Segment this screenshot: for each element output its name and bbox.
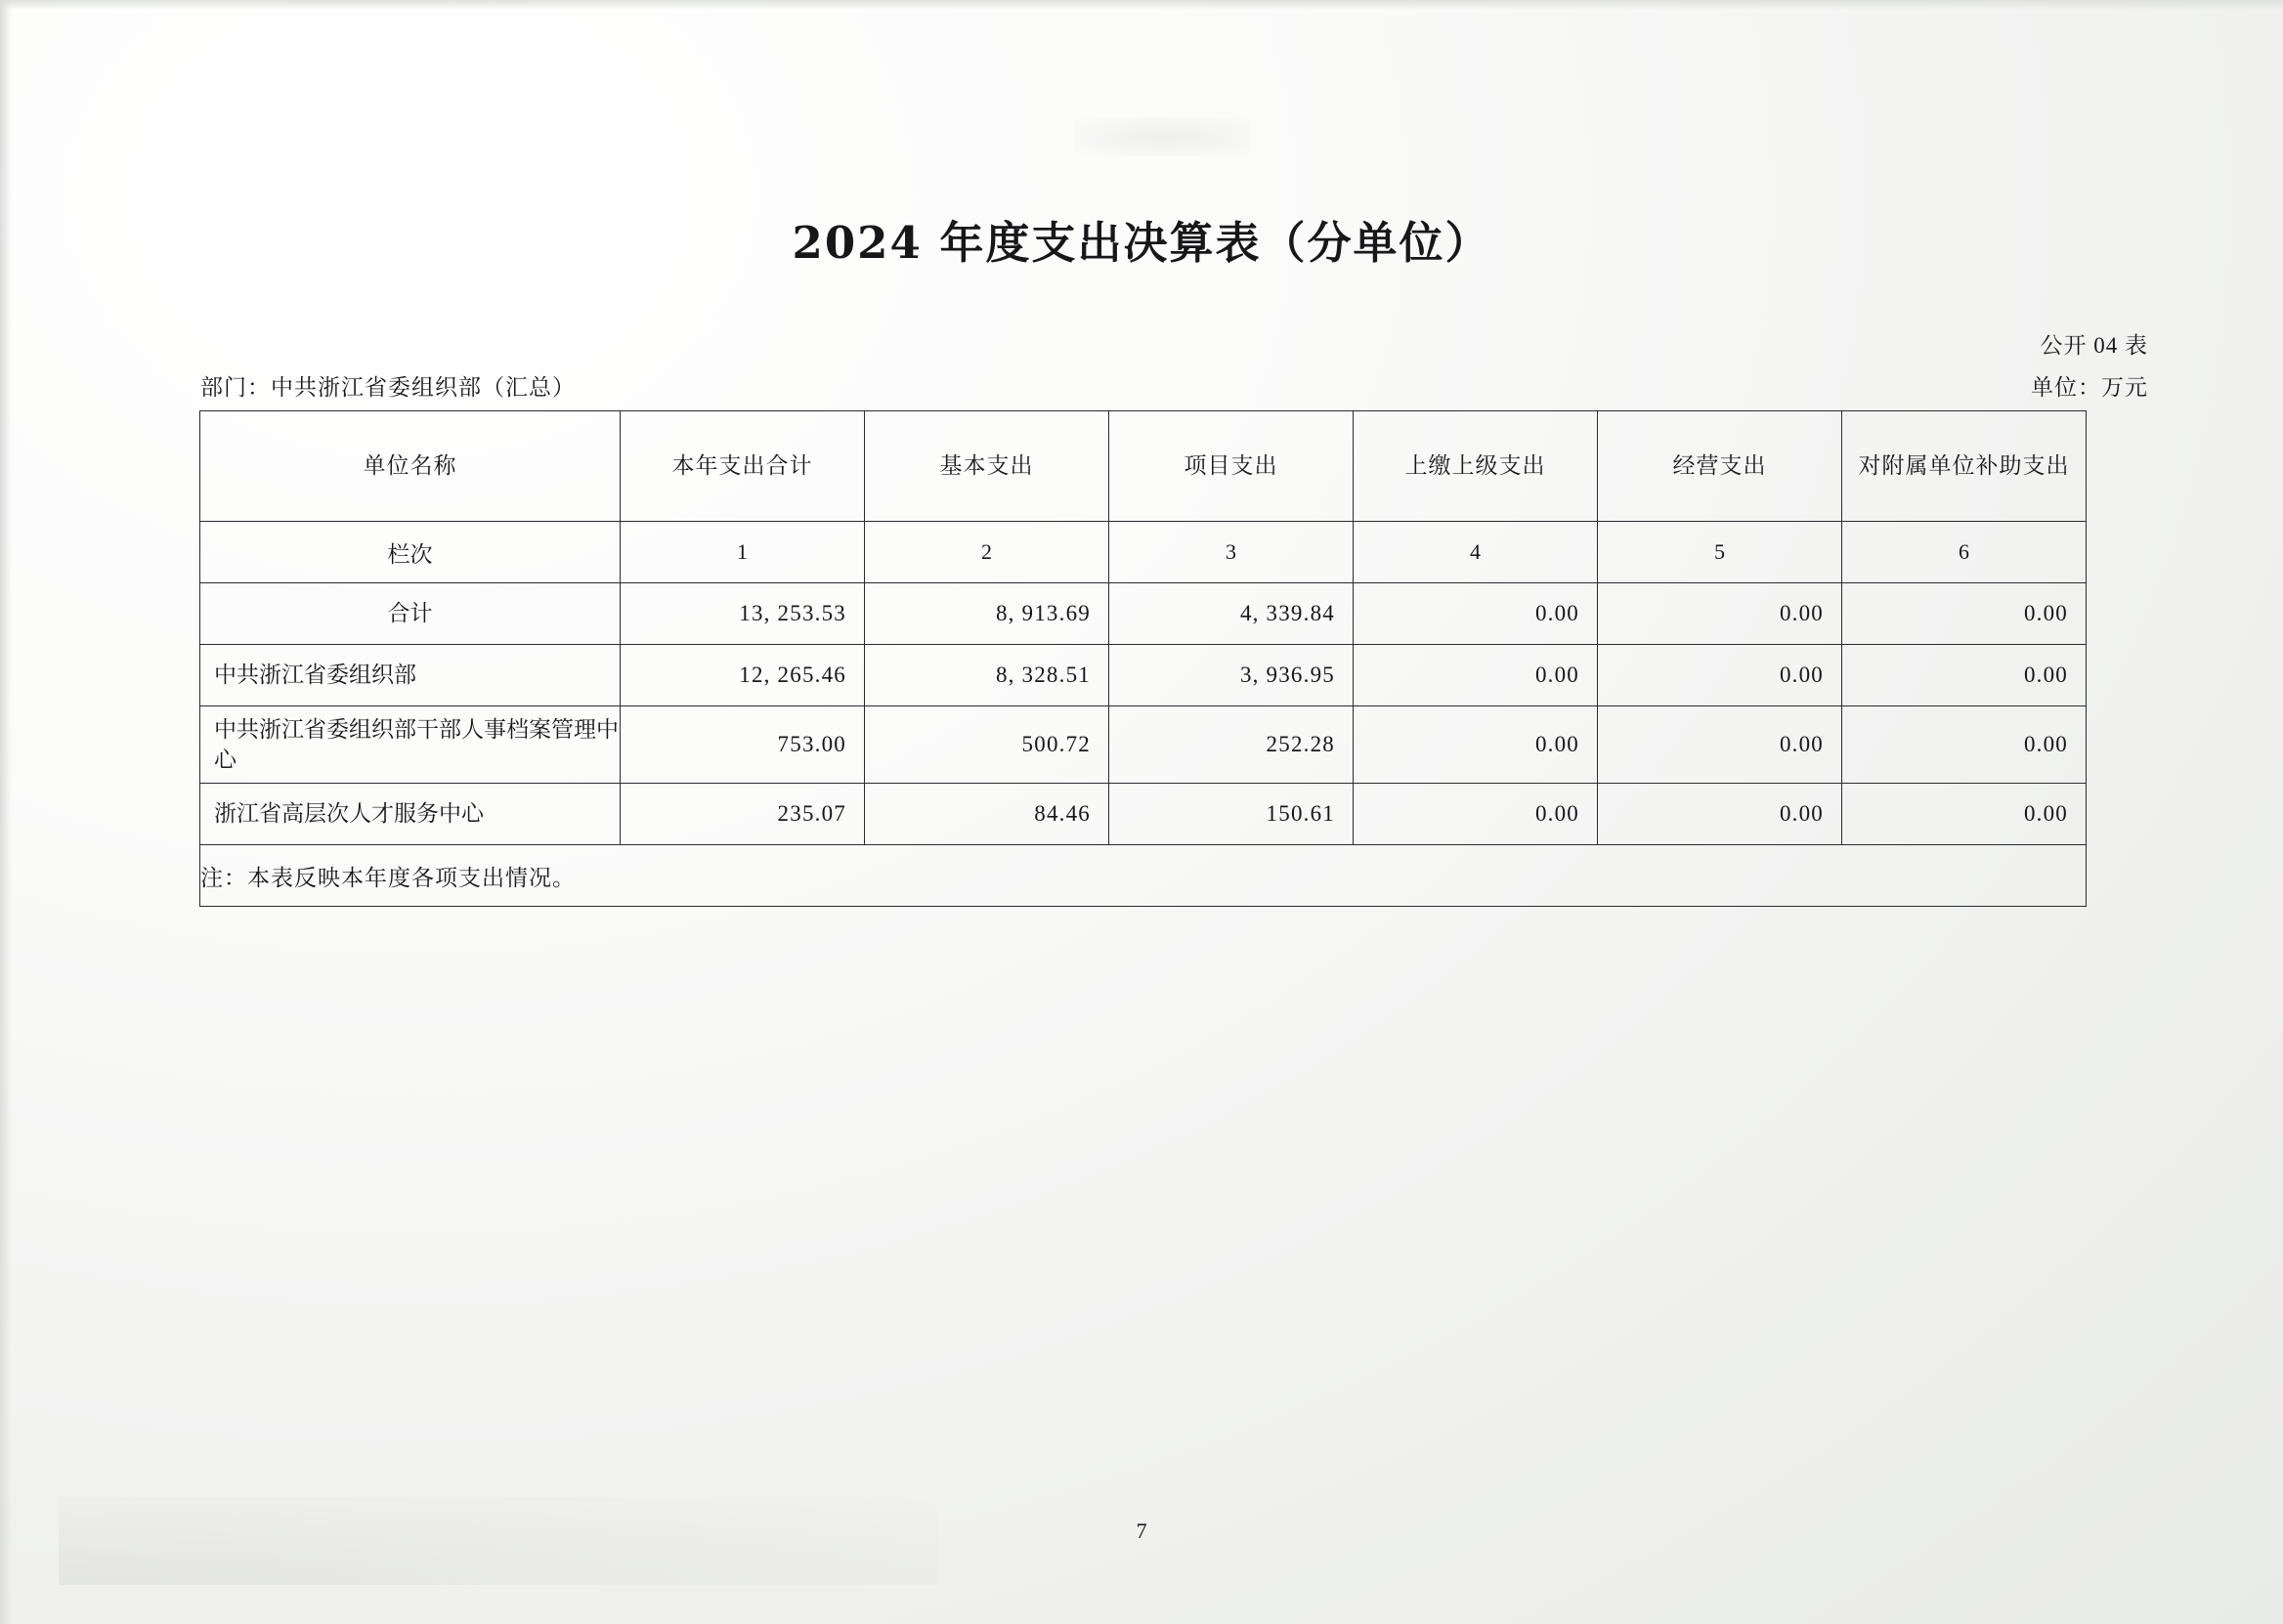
row-value: 0.00	[1598, 645, 1842, 706]
row-label: 中共浙江省委组织部干部人事档案管理中心	[200, 706, 621, 784]
row-value: 252.28	[1109, 706, 1354, 784]
column-number-2: 2	[865, 522, 1109, 583]
row-value: 150.61	[1109, 784, 1354, 845]
header-cell-basic: 基本支出	[865, 411, 1109, 522]
header-cell-total: 本年支出合计	[621, 411, 865, 522]
header-cell-subsidy: 对附属单位补助支出	[1842, 411, 2087, 522]
row-label: 中共浙江省委组织部	[200, 645, 621, 706]
row-value: 84.46	[865, 784, 1109, 845]
column-index-row	[200, 522, 2087, 583]
table-footnote: 注：本表反映本年度各项支出情况。	[200, 845, 2087, 907]
row-value: 0.00	[1842, 645, 2087, 706]
table-row	[200, 583, 2087, 645]
page-number: 7	[1136, 1518, 1147, 1543]
column-number-4: 4	[1354, 522, 1598, 583]
table-row	[200, 706, 2087, 784]
header-cell-upper-level: 上缴上级支出	[1354, 411, 1598, 522]
unit-note-label: 单位：万元	[2031, 375, 2148, 400]
row-value: 4, 339.84	[1109, 583, 1354, 645]
row-value: 12, 265.46	[621, 645, 865, 706]
column-number-3: 3	[1109, 522, 1354, 583]
row-value: 0.00	[1598, 784, 1842, 845]
header-cell-project: 项目支出	[1109, 411, 1354, 522]
column-index-label: 栏次	[200, 522, 621, 583]
row-value: 500.72	[865, 706, 1109, 784]
row-label: 合计	[200, 583, 621, 645]
row-value: 13, 253.53	[621, 583, 865, 645]
row-value: 0.00	[1598, 583, 1842, 645]
row-value: 8, 328.51	[865, 645, 1109, 706]
table-row	[200, 784, 2087, 845]
column-number-5: 5	[1598, 522, 1842, 583]
table-footnote-row	[200, 845, 2087, 907]
expenditure-table	[199, 410, 2087, 907]
row-value: 0.00	[1354, 583, 1598, 645]
row-value: 0.00	[1842, 784, 2087, 845]
row-label: 浙江省高层次人才服务中心	[200, 784, 621, 845]
row-value: 0.00	[1354, 645, 1598, 706]
row-value: 235.07	[621, 784, 865, 845]
row-value: 0.00	[1354, 784, 1598, 845]
table-header-row	[200, 411, 2087, 522]
row-value: 753.00	[621, 706, 865, 784]
column-number-1: 1	[621, 522, 865, 583]
column-number-6: 6	[1842, 522, 2087, 583]
row-value: 0.00	[1598, 706, 1842, 784]
row-value: 0.00	[1842, 583, 2087, 645]
row-value: 3, 936.95	[1109, 645, 1354, 706]
page-title: 2024 年度支出决算表（分单位）	[792, 217, 1491, 269]
row-value: 0.00	[1842, 706, 2087, 784]
header-cell-unit-name: 单位名称	[200, 411, 621, 522]
header-cell-operating: 经营支出	[1598, 411, 1842, 522]
table-row	[200, 645, 2087, 706]
department-label: 部门：中共浙江省委组织部（汇总）	[200, 375, 576, 400]
form-code-label: 公开 04 表	[2040, 333, 2148, 358]
row-value: 0.00	[1354, 706, 1598, 784]
row-value: 8, 913.69	[865, 583, 1109, 645]
